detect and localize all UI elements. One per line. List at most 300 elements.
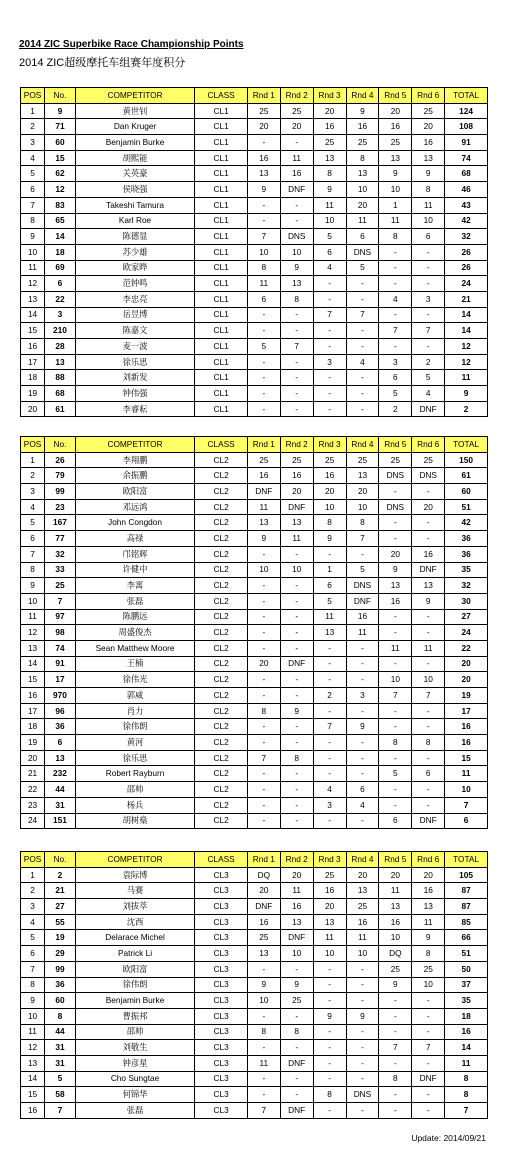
table-cell: - bbox=[280, 386, 313, 402]
table-cell: 10 bbox=[313, 499, 346, 515]
table-cell: - bbox=[280, 1087, 313, 1103]
table-cell: 胡熙能 bbox=[75, 150, 194, 166]
table-cell: - bbox=[379, 339, 412, 355]
table-cell: 29 bbox=[45, 946, 76, 962]
table-cell: 11 bbox=[412, 197, 445, 213]
table-cell: CL3 bbox=[195, 1055, 248, 1071]
table-cell: 10 bbox=[247, 244, 280, 260]
table-cell: CL2 bbox=[195, 593, 248, 609]
table-cell: CL2 bbox=[195, 782, 248, 798]
table-cell: 970 bbox=[45, 688, 76, 704]
table-row bbox=[21, 401, 488, 417]
table-cell: 7 bbox=[45, 1103, 76, 1119]
table-cell: 10 bbox=[247, 562, 280, 578]
table-cell: 16 bbox=[412, 546, 445, 562]
table-cell: 20 bbox=[280, 867, 313, 883]
table-cell: 37 bbox=[445, 977, 488, 993]
table-cell: 10 bbox=[313, 213, 346, 229]
table-cell: 8 bbox=[21, 213, 45, 229]
table-cell: 13 bbox=[412, 899, 445, 915]
table-row bbox=[21, 468, 488, 484]
table-cell: - bbox=[412, 307, 445, 323]
table-cell: - bbox=[313, 339, 346, 355]
table-cell: 11 bbox=[247, 1055, 280, 1071]
table-cell: - bbox=[412, 339, 445, 355]
table-cell: 88 bbox=[45, 370, 76, 386]
table-cell: CL3 bbox=[195, 867, 248, 883]
table-cell: 4 bbox=[21, 150, 45, 166]
table-cell: 7 bbox=[379, 688, 412, 704]
table-cell: 12 bbox=[445, 354, 488, 370]
table-cell: 36 bbox=[445, 546, 488, 562]
table-cell: - bbox=[346, 640, 379, 656]
table-cell: Cho Sungtae bbox=[75, 1071, 194, 1087]
table-cell: 1 bbox=[21, 867, 45, 883]
table-cell: 沈西 bbox=[75, 914, 194, 930]
table-cell: - bbox=[280, 593, 313, 609]
table-cell: CL2 bbox=[195, 609, 248, 625]
table-cell: 10 bbox=[280, 244, 313, 260]
table-cell: 7 bbox=[280, 339, 313, 355]
table-cell: CL1 bbox=[195, 291, 248, 307]
table-cell: 12 bbox=[445, 339, 488, 355]
table-row bbox=[21, 946, 488, 962]
table-cell: - bbox=[379, 609, 412, 625]
table-cell: 60 bbox=[445, 484, 488, 500]
table-cell: 9 bbox=[412, 166, 445, 182]
table-cell: 16 bbox=[445, 735, 488, 751]
table-cell: CL3 bbox=[195, 1087, 248, 1103]
table-cell: CL3 bbox=[195, 946, 248, 962]
table-cell: DNF bbox=[280, 499, 313, 515]
table-cell: 33 bbox=[45, 562, 76, 578]
table-cell: 27 bbox=[445, 609, 488, 625]
table-cell: 79 bbox=[45, 468, 76, 484]
table-cell: 58 bbox=[45, 1087, 76, 1103]
table-row bbox=[21, 323, 488, 339]
table-cell: 7 bbox=[445, 797, 488, 813]
table-cell: DNS bbox=[379, 499, 412, 515]
table-cell: 岳昱博 bbox=[75, 307, 194, 323]
table-cell: 96 bbox=[45, 703, 76, 719]
table-cell: 20 bbox=[412, 867, 445, 883]
table-cell: 3 bbox=[313, 354, 346, 370]
table-cell: 张磊 bbox=[75, 593, 194, 609]
table-cell: 13 bbox=[379, 899, 412, 915]
table-cell: DNS bbox=[346, 1087, 379, 1103]
table-cell: - bbox=[247, 370, 280, 386]
table-cell: CL2 bbox=[195, 813, 248, 829]
table-cell: 2 bbox=[21, 883, 45, 899]
table-cell: - bbox=[346, 323, 379, 339]
column-header: COMPETITOR bbox=[75, 437, 194, 453]
table-cell: 4 bbox=[21, 499, 45, 515]
table-cell: 13 bbox=[247, 515, 280, 531]
table-cell: DNF bbox=[412, 401, 445, 417]
table-cell: 5 bbox=[379, 766, 412, 782]
table-cell: CL1 bbox=[195, 150, 248, 166]
table-cell: 4 bbox=[346, 797, 379, 813]
table-cell: 14 bbox=[445, 307, 488, 323]
table-cell: - bbox=[247, 640, 280, 656]
table-cell: 17 bbox=[21, 703, 45, 719]
table-row bbox=[21, 452, 488, 468]
table-cell: 11 bbox=[346, 213, 379, 229]
table-cell: 10 bbox=[313, 946, 346, 962]
table-cell: 13 bbox=[412, 150, 445, 166]
table-row bbox=[21, 307, 488, 323]
table-cell: - bbox=[346, 703, 379, 719]
column-header: Rnd 3 bbox=[313, 88, 346, 104]
table-cell: CL1 bbox=[195, 370, 248, 386]
table-cell: CL2 bbox=[195, 672, 248, 688]
table-cell: - bbox=[313, 977, 346, 993]
table-cell: 68 bbox=[45, 386, 76, 402]
table-cell: - bbox=[379, 993, 412, 1009]
table-cell: - bbox=[412, 1055, 445, 1071]
table-cell: 14 bbox=[445, 1040, 488, 1056]
table-cell: 9 bbox=[45, 103, 76, 119]
table-cell: 8 bbox=[445, 1071, 488, 1087]
table-cell: 25 bbox=[280, 993, 313, 1009]
table-cell: 9 bbox=[280, 703, 313, 719]
table-cell: 10 bbox=[21, 593, 45, 609]
table-cell: CL3 bbox=[195, 930, 248, 946]
header-row bbox=[21, 88, 488, 104]
table-cell: DNF bbox=[280, 1103, 313, 1119]
table-cell: - bbox=[412, 609, 445, 625]
table-cell: 44 bbox=[45, 1024, 76, 1040]
table-cell: 22 bbox=[21, 782, 45, 798]
table-cell: 6 bbox=[21, 946, 45, 962]
table-cell: Benjamin Burke bbox=[75, 135, 194, 151]
table-cell: CL2 bbox=[195, 531, 248, 547]
table-cell: 徐伟朗 bbox=[75, 719, 194, 735]
table-cell: - bbox=[247, 401, 280, 417]
column-header: Rnd 3 bbox=[313, 852, 346, 868]
table-cell: - bbox=[379, 244, 412, 260]
table-cell: 2 bbox=[445, 401, 488, 417]
table-cell: 黄世钊 bbox=[75, 103, 194, 119]
table-cell: 24 bbox=[21, 813, 45, 829]
table-cell: - bbox=[379, 1055, 412, 1071]
table-cell: CL3 bbox=[195, 1040, 248, 1056]
table-cell: 8 bbox=[346, 515, 379, 531]
table-cell: - bbox=[247, 386, 280, 402]
table-cell: 8 bbox=[45, 1008, 76, 1024]
table-cell: CL1 bbox=[195, 401, 248, 417]
table-cell: 13 bbox=[21, 640, 45, 656]
table-cell: 5 bbox=[313, 593, 346, 609]
table-row bbox=[21, 1103, 488, 1119]
table-row bbox=[21, 750, 488, 766]
table-cell: 20 bbox=[346, 867, 379, 883]
column-header: Rnd 5 bbox=[379, 437, 412, 453]
table-cell: DNF bbox=[412, 813, 445, 829]
table-cell: Delarace Michel bbox=[75, 930, 194, 946]
table-cell: - bbox=[313, 1024, 346, 1040]
table-cell: 2 bbox=[21, 468, 45, 484]
table-cell: 周盛俊杰 bbox=[75, 625, 194, 641]
table-cell: 16 bbox=[346, 119, 379, 135]
table-cell: 李翔鹏 bbox=[75, 452, 194, 468]
table-cell: 13 bbox=[247, 946, 280, 962]
table-cell: 15 bbox=[45, 150, 76, 166]
table-cell: 65 bbox=[45, 213, 76, 229]
table-cell: 6 bbox=[379, 370, 412, 386]
table-cell: 5 bbox=[313, 229, 346, 245]
table-cell: 10 bbox=[412, 977, 445, 993]
table-cell: 9 bbox=[313, 182, 346, 198]
table-cell: - bbox=[379, 656, 412, 672]
table-row bbox=[21, 797, 488, 813]
table-cell: 36 bbox=[45, 977, 76, 993]
table-cell: 8 bbox=[379, 735, 412, 751]
table-cell: 20 bbox=[313, 103, 346, 119]
table-cell: DNS bbox=[412, 468, 445, 484]
table-cell: - bbox=[379, 625, 412, 641]
header-row bbox=[21, 437, 488, 453]
table-cell: 19 bbox=[21, 386, 45, 402]
table-cell: - bbox=[247, 609, 280, 625]
table-cell: - bbox=[412, 260, 445, 276]
column-header: No. bbox=[45, 88, 76, 104]
table-cell: - bbox=[379, 782, 412, 798]
table-cell: 李忠亮 bbox=[75, 291, 194, 307]
table-cell: - bbox=[247, 197, 280, 213]
table-row bbox=[21, 813, 488, 829]
table-cell: 徐乐思 bbox=[75, 750, 194, 766]
table-cell: 62 bbox=[45, 166, 76, 182]
table-cell: 13 bbox=[280, 276, 313, 292]
table-cell: - bbox=[280, 1040, 313, 1056]
table-cell: 16 bbox=[379, 119, 412, 135]
table-cell: Patrick Li bbox=[75, 946, 194, 962]
table-cell: - bbox=[313, 735, 346, 751]
table-row bbox=[21, 1024, 488, 1040]
table-cell: 74 bbox=[445, 150, 488, 166]
table-cell: - bbox=[313, 672, 346, 688]
table-cell: 87 bbox=[445, 883, 488, 899]
table-cell: 4 bbox=[313, 260, 346, 276]
table-cell: 25 bbox=[346, 452, 379, 468]
column-header: CLASS bbox=[195, 437, 248, 453]
table-cell: 31 bbox=[45, 1040, 76, 1056]
table-cell: 42 bbox=[445, 213, 488, 229]
table-cell: 邵帅 bbox=[75, 1024, 194, 1040]
table-cell: 5 bbox=[412, 370, 445, 386]
table-cell: 16 bbox=[313, 119, 346, 135]
table-cell: 13 bbox=[313, 150, 346, 166]
table-cell: - bbox=[280, 609, 313, 625]
table-cell: CL2 bbox=[195, 656, 248, 672]
table-cell: - bbox=[346, 291, 379, 307]
table-cell: 6 bbox=[379, 813, 412, 829]
table-cell: CL2 bbox=[195, 750, 248, 766]
table-cell: 87 bbox=[445, 899, 488, 915]
table-cell: 23 bbox=[21, 797, 45, 813]
table-cell: 13 bbox=[280, 515, 313, 531]
table-cell: 10 bbox=[412, 672, 445, 688]
table-cell: 15 bbox=[21, 1087, 45, 1103]
table-cell: 陈嘉文 bbox=[75, 323, 194, 339]
table-cell: 12 bbox=[45, 182, 76, 198]
table-cell: CL3 bbox=[195, 1071, 248, 1087]
table-row bbox=[21, 103, 488, 119]
header-row bbox=[21, 852, 488, 868]
table-cell: Benjamin Burke bbox=[75, 993, 194, 1009]
table-cell: 20 bbox=[313, 899, 346, 915]
table-cell: - bbox=[412, 750, 445, 766]
column-header: Rnd 2 bbox=[280, 437, 313, 453]
table-cell: - bbox=[412, 531, 445, 547]
table-cell: 3 bbox=[346, 688, 379, 704]
table-cell: 8 bbox=[247, 260, 280, 276]
table-cell: - bbox=[280, 213, 313, 229]
column-header: No. bbox=[45, 852, 76, 868]
table-cell: Dan Kruger bbox=[75, 119, 194, 135]
table-cell: - bbox=[313, 276, 346, 292]
table-cell: 21 bbox=[445, 291, 488, 307]
table-cell: 60 bbox=[45, 993, 76, 1009]
table-cell: DNF bbox=[280, 182, 313, 198]
table-cell: - bbox=[247, 766, 280, 782]
table-cell: - bbox=[280, 625, 313, 641]
table-cell: 13 bbox=[247, 166, 280, 182]
table-cell: 13 bbox=[313, 625, 346, 641]
column-header: CLASS bbox=[195, 88, 248, 104]
table-cell: 关英豪 bbox=[75, 166, 194, 182]
table-cell: 32 bbox=[445, 578, 488, 594]
table-cell: 张磊 bbox=[75, 1103, 194, 1119]
table-cell: CL2 bbox=[195, 719, 248, 735]
table-cell: 16 bbox=[379, 593, 412, 609]
table-row bbox=[21, 1071, 488, 1087]
standings-table-cl3 bbox=[20, 851, 488, 1119]
table-cell: 71 bbox=[45, 119, 76, 135]
table-cell: 20 bbox=[445, 672, 488, 688]
table-cell: 2 bbox=[379, 401, 412, 417]
table-cell: - bbox=[346, 813, 379, 829]
table-cell: 15 bbox=[445, 750, 488, 766]
table-cell: - bbox=[346, 370, 379, 386]
table-cell: CL1 bbox=[195, 229, 248, 245]
table-cell: - bbox=[379, 260, 412, 276]
table-cell: - bbox=[280, 782, 313, 798]
table-cell: 14 bbox=[445, 323, 488, 339]
table-row bbox=[21, 625, 488, 641]
table-row bbox=[21, 354, 488, 370]
table-cell: - bbox=[247, 546, 280, 562]
table-cell: 欧家晔 bbox=[75, 260, 194, 276]
table-cell: 50 bbox=[445, 961, 488, 977]
table-cell: 11 bbox=[445, 1055, 488, 1071]
table-row bbox=[21, 640, 488, 656]
table-cell: 13 bbox=[45, 354, 76, 370]
table-cell: DNF bbox=[247, 484, 280, 500]
table-cell: 99 bbox=[45, 484, 76, 500]
table-cell: CL1 bbox=[195, 323, 248, 339]
table-cell: CL3 bbox=[195, 1008, 248, 1024]
table-cell: 7 bbox=[346, 307, 379, 323]
table-cell: - bbox=[280, 735, 313, 751]
column-header: Rnd 4 bbox=[346, 437, 379, 453]
table-cell: 16 bbox=[313, 468, 346, 484]
table-cell: - bbox=[313, 750, 346, 766]
table-cell: 26 bbox=[445, 260, 488, 276]
table-cell: 27 bbox=[45, 899, 76, 915]
table-cell: 5 bbox=[379, 386, 412, 402]
table-cell: 10 bbox=[346, 946, 379, 962]
table-cell: 13 bbox=[346, 883, 379, 899]
table-cell: 19 bbox=[445, 688, 488, 704]
table-cell: - bbox=[412, 515, 445, 531]
table-cell: 77 bbox=[45, 531, 76, 547]
table-cell: 11 bbox=[280, 883, 313, 899]
table-cell: 11 bbox=[379, 883, 412, 899]
table-cell: 46 bbox=[445, 182, 488, 198]
table-cell: 11 bbox=[379, 640, 412, 656]
table-cell: 6 bbox=[445, 813, 488, 829]
table-cell: - bbox=[412, 1103, 445, 1119]
table-cell: - bbox=[247, 735, 280, 751]
table-cell: 苏少雄 bbox=[75, 244, 194, 260]
table-cell: - bbox=[412, 276, 445, 292]
table-cell: 6 bbox=[346, 229, 379, 245]
table-cell: 王楠 bbox=[75, 656, 194, 672]
table-cell: - bbox=[313, 1055, 346, 1071]
table-row bbox=[21, 899, 488, 915]
table-cell: 11 bbox=[346, 625, 379, 641]
table-cell: 6 bbox=[412, 766, 445, 782]
table-cell: 44 bbox=[45, 782, 76, 798]
table-cell: - bbox=[247, 578, 280, 594]
table-cell: - bbox=[346, 276, 379, 292]
table-row bbox=[21, 229, 488, 245]
table-cell: CL1 bbox=[195, 197, 248, 213]
table-cell: - bbox=[313, 813, 346, 829]
table-cell: Robert Rayburn bbox=[75, 766, 194, 782]
table-cell: 150 bbox=[445, 452, 488, 468]
table-cell: 钟彦星 bbox=[75, 1055, 194, 1071]
table-cell: - bbox=[247, 1008, 280, 1024]
table-cell: 邓远鸿 bbox=[75, 499, 194, 515]
table-cell: CL1 bbox=[195, 339, 248, 355]
table-cell: - bbox=[346, 546, 379, 562]
table-cell: 25 bbox=[346, 899, 379, 915]
table-cell: 28 bbox=[45, 339, 76, 355]
table-cell: 20 bbox=[280, 119, 313, 135]
table-cell: 11 bbox=[346, 930, 379, 946]
column-header: Rnd 6 bbox=[412, 852, 445, 868]
table-cell: - bbox=[379, 307, 412, 323]
table-cell: 20 bbox=[21, 401, 45, 417]
table-cell: 许健中 bbox=[75, 562, 194, 578]
table-cell: CL2 bbox=[195, 703, 248, 719]
column-header: CLASS bbox=[195, 852, 248, 868]
table-cell: 10 bbox=[21, 244, 45, 260]
table-cell: - bbox=[346, 993, 379, 1009]
table-cell: 7 bbox=[247, 229, 280, 245]
table-cell: 邵帅 bbox=[75, 782, 194, 798]
table-cell: 6 bbox=[45, 276, 76, 292]
table-cell: 16 bbox=[280, 468, 313, 484]
table-cell: - bbox=[346, 766, 379, 782]
table-cell: 20 bbox=[379, 103, 412, 119]
table-cell: CL1 bbox=[195, 386, 248, 402]
table-cell: - bbox=[280, 1071, 313, 1087]
table-cell: - bbox=[247, 813, 280, 829]
